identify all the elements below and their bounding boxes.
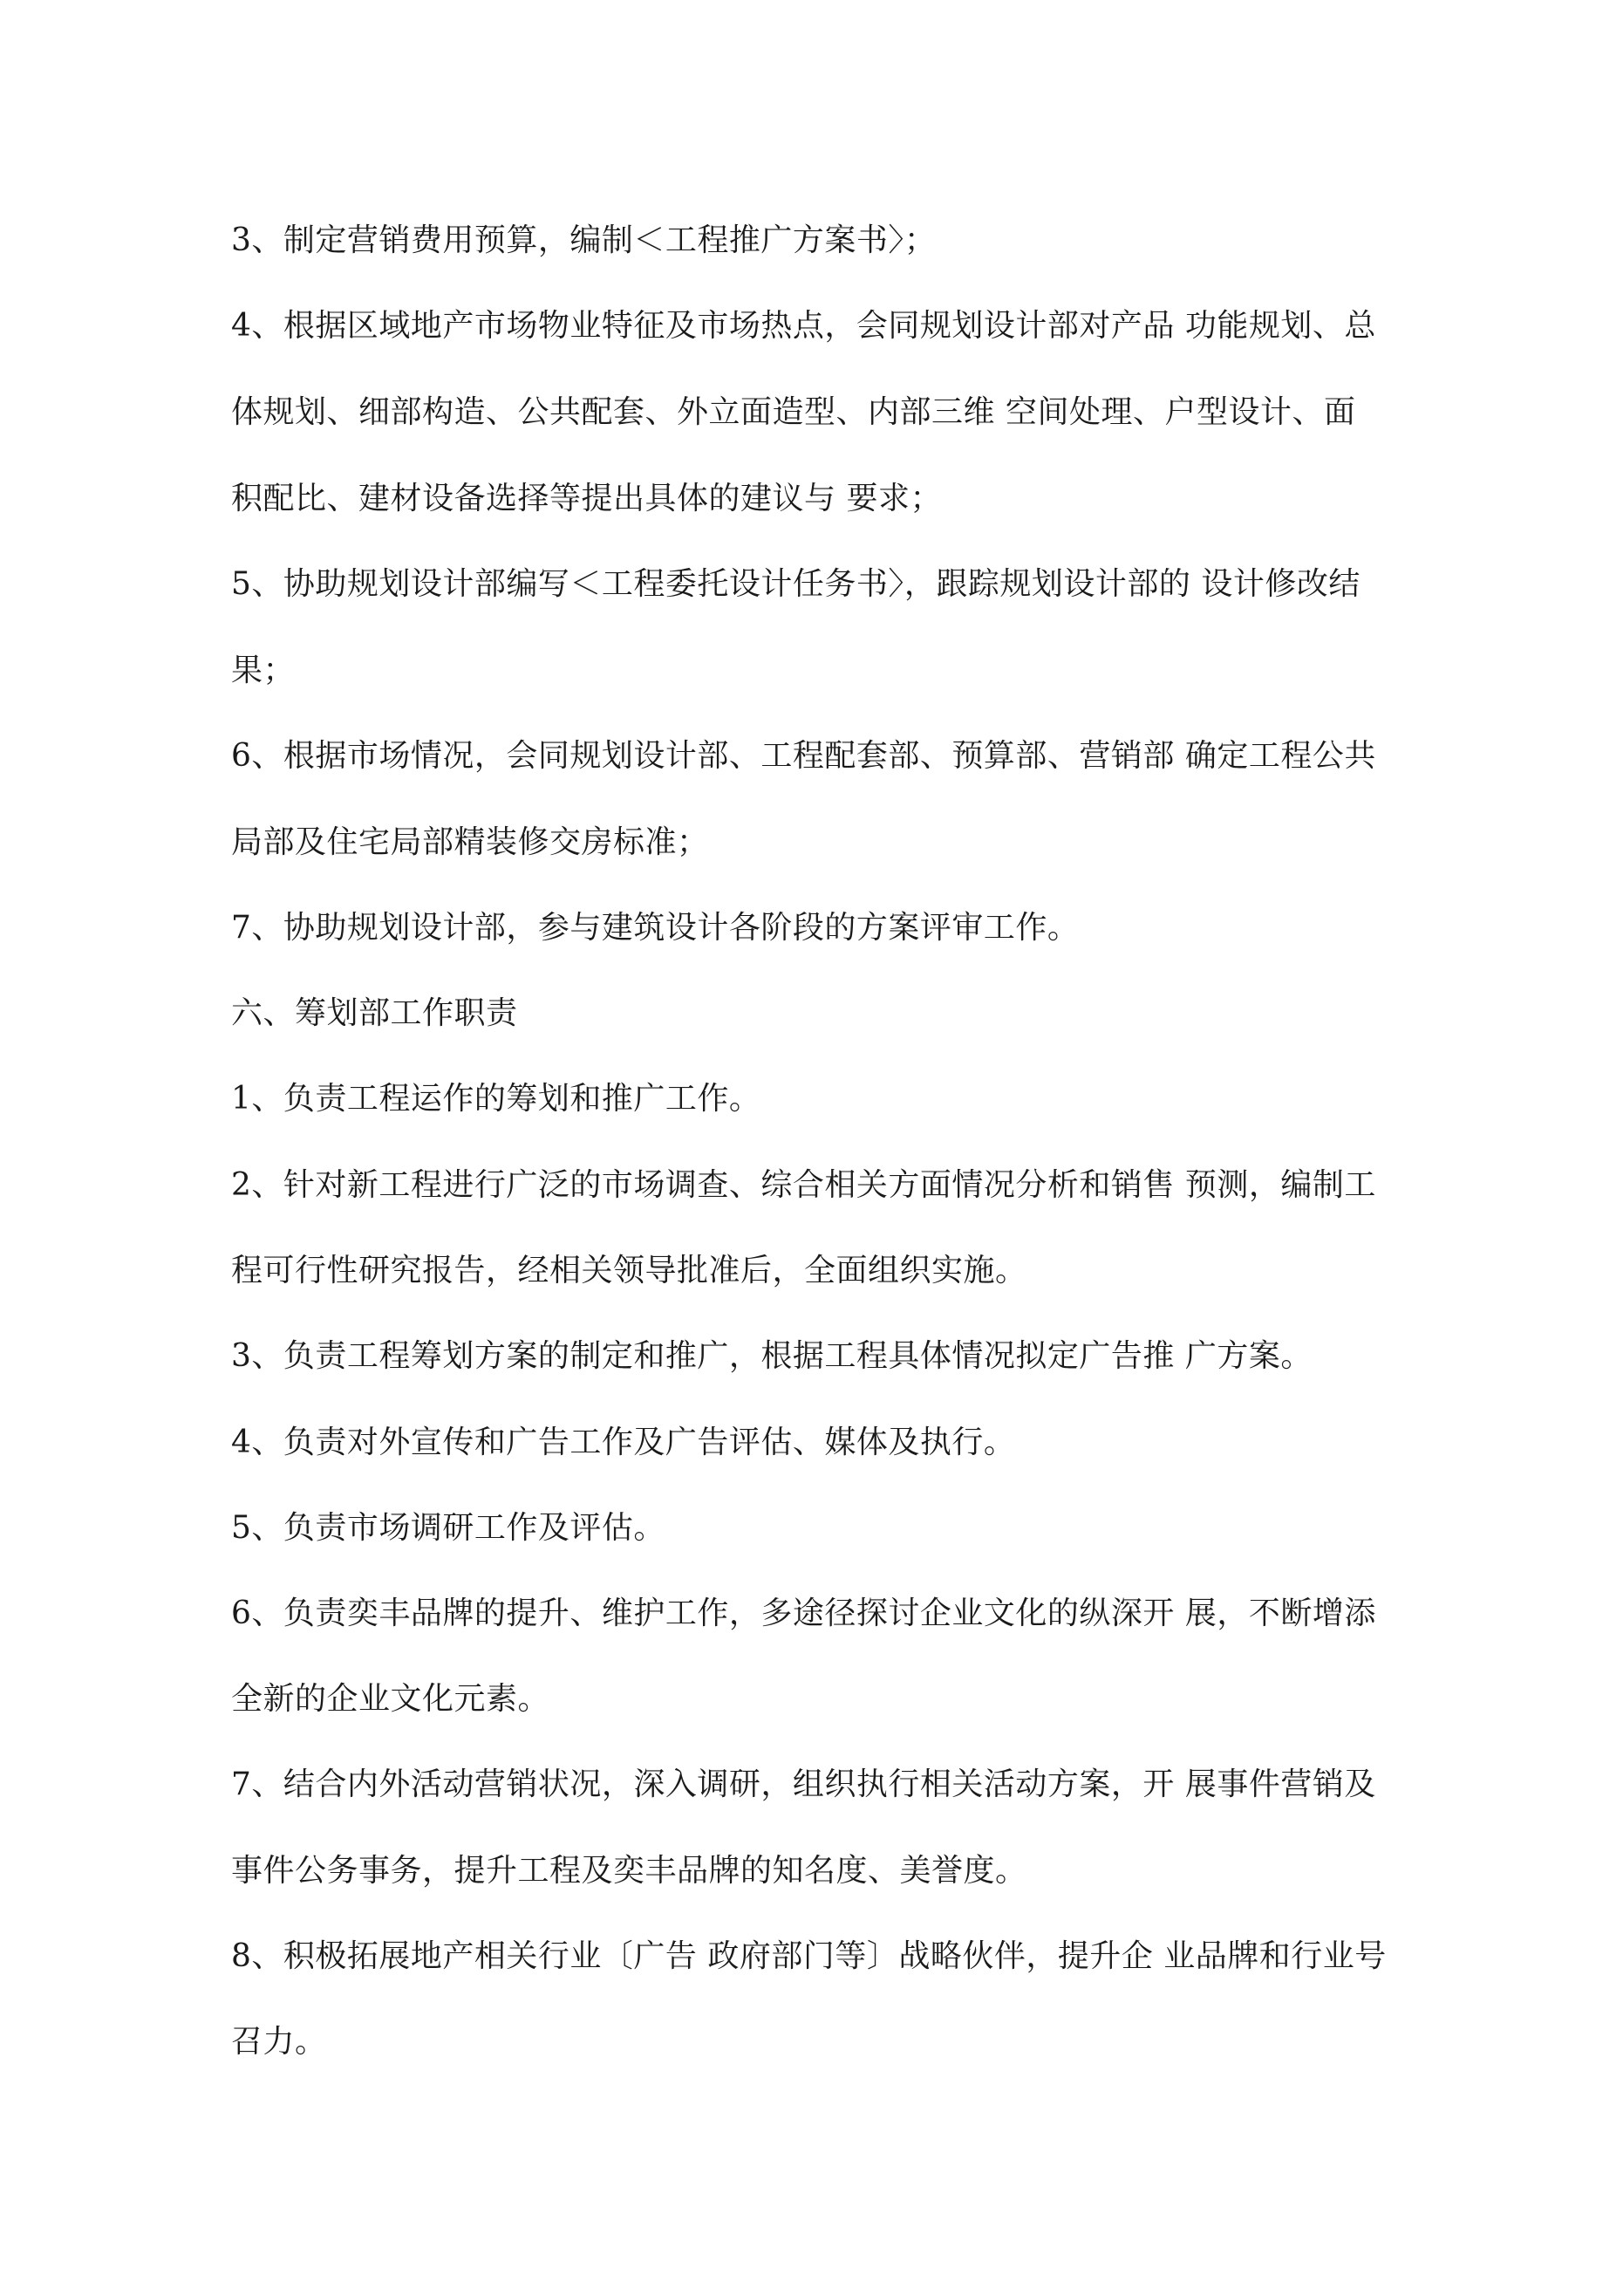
text-line: 4、负责对外宣传和广告工作及广告评估、媒体及执行。 — [231, 1425, 1016, 1460]
text-line: 6、负责奕丰品牌的提升、维护工作，多途径探讨企业文化的纵深开 展，不断增添 — [231, 1596, 1376, 1631]
text-line: 1、负责工程运作的筹划和推广工作。 — [231, 1081, 761, 1117]
text-line: 事件公务事务，提升工程及奕丰品牌的知名度、美誉度。 — [231, 1853, 1027, 1889]
text-line: 3、负责工程筹划方案的制定和推广，根据工程具体情况拟定广告推 广方案。 — [231, 1338, 1313, 1374]
text-line: 全新的企业文化元素。 — [231, 1681, 550, 1717]
text-line: 7、结合内外活动营销状况，深入调研，组织执行相关活动方案，开 展事件营销及 — [231, 1766, 1376, 1802]
text-line: 果； — [231, 653, 296, 688]
text-line: 4、根据区域地产市场物业特征及市场热点，会同规划设计部对产品 功能规划、总 — [231, 308, 1376, 344]
text-line: 6、根据市场情况，会同规划设计部、工程配套部、预算部、营销部 确定工程公共 — [231, 738, 1376, 774]
text-line: 7、协助规划设计部，参与建筑设计各阶段的方案评审工作。 — [231, 910, 1080, 946]
text-line: 2、针对新工程进行广泛的市场调查、综合相关方面情况分析和销售 预测，编制工 — [231, 1167, 1376, 1203]
section-heading: 六、筹划部工作职责 — [231, 995, 518, 1031]
text-line: 3、制定营销费用预算，编制＜工程推广方案书〉； — [231, 222, 937, 258]
text-line: 5、协助规划设计部编写＜工程委托设计任务书〉，跟踪规划设计部的 设计修改结 — [231, 566, 1360, 602]
text-line: 局部及住宅局部精装修交房标准； — [231, 824, 709, 860]
text-line: 5、负责市场调研工作及评估。 — [231, 1510, 665, 1546]
text-line: 程可行性研究报告，经相关领导批准后，全面组织实施。 — [231, 1253, 1027, 1288]
text-line: 8、积极拓展地产相关行业〔广告 政府部门等〕战略伙伴，提升企 业品牌和行业号 — [231, 1938, 1387, 1974]
text-line: 积配比、建材设备选择等提出具体的建议与 要求； — [231, 481, 942, 516]
text-line: 体规划、细部构造、公共配套、外立面造型、内部三维 空间处理、户型设计、面 — [231, 394, 1356, 430]
text-line: 召力。 — [231, 2024, 327, 2060]
